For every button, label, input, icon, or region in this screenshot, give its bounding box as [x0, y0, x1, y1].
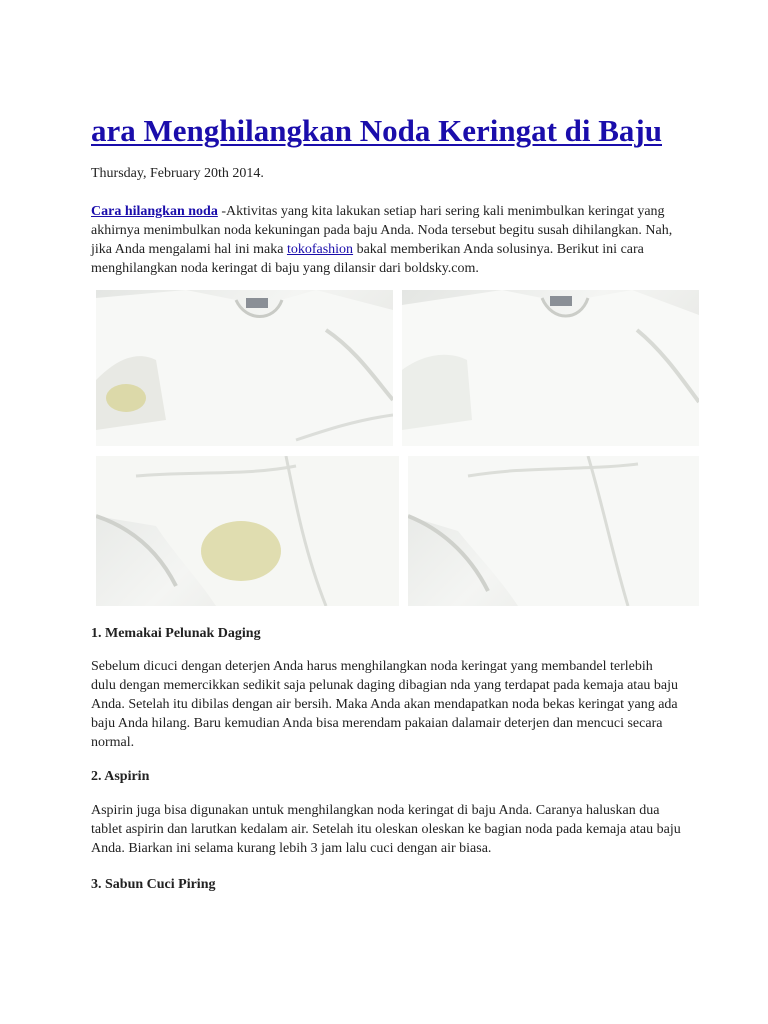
photo-gap — [96, 446, 699, 456]
intro-paragraph — [91, 202, 681, 278]
post-date: Thursday, February 20th 2014. — [91, 166, 264, 181]
before-after-photo-grid — [96, 290, 699, 606]
intro-text-1: -Aktivitas yang kita lakukan setiap hari sering kali menimbulkan keringat yang akhirnya menimbulkan noda kekuningan pada baju Anda. Noda tersebut begitu susah dihilangkan. Nah, jika Anda mengalami hal ini maka — [91, 204, 673, 257]
section-heading-3: 3. Sabun Cuci Piring — [91, 877, 216, 892]
intro-text-2: bakal memberikan Anda solusinya. Berikut ini cara menghilangkan noda keringat di baju yang dilansir dari boldsky.com. — [91, 242, 644, 276]
shirt-stained-photo — [96, 290, 393, 446]
shirt-clean-photo — [402, 290, 699, 446]
section-body-2: Aspirin juga bisa digunakan untuk menghilangkan noda keringat di baju Anda. Caranya haluskan dua tablet aspirin dan larutkan kedalam air. Setelah itu oleskan oleskan ke bagian noda pada kemaja atau baju Anda. Biarkan ini selama kurang lebih 3 jam lalu cuci dengan air biasa. — [91, 803, 681, 856]
section-heading-2: 2. Aspirin — [91, 769, 150, 784]
article-title-link[interactable]: ara Menghilangkan Noda Keringat di Baju — [91, 113, 662, 148]
article-title — [91, 112, 662, 150]
section-body-1: Sebelum dicuci dengan deterjen Anda harus menghilangkan noda keringat yang membandel terlebih dulu dengan memercikkan sedikit saja pelunak daging dibagian nda yang terdapat pada kemaja atau baju Anda. Setelah itu dibilas dengan air bersih. Maka Anda akan mendapatkan noda bekas keringat yang ada baju Anda hilang. Baru kemudian Anda bisa merendam pakaian dalamair deterjen dan mencuci secara normal. — [91, 659, 679, 750]
cara-hilangkan-noda-link[interactable]: Cara hilangkan noda — [91, 204, 218, 219]
armpit-clean-photo — [408, 456, 699, 606]
armpit-stained-photo — [96, 456, 399, 606]
tokofashion-link[interactable]: tokofashion — [286, 242, 354, 257]
section-heading-1: 1. Memakai Pelunak Daging — [91, 626, 261, 641]
